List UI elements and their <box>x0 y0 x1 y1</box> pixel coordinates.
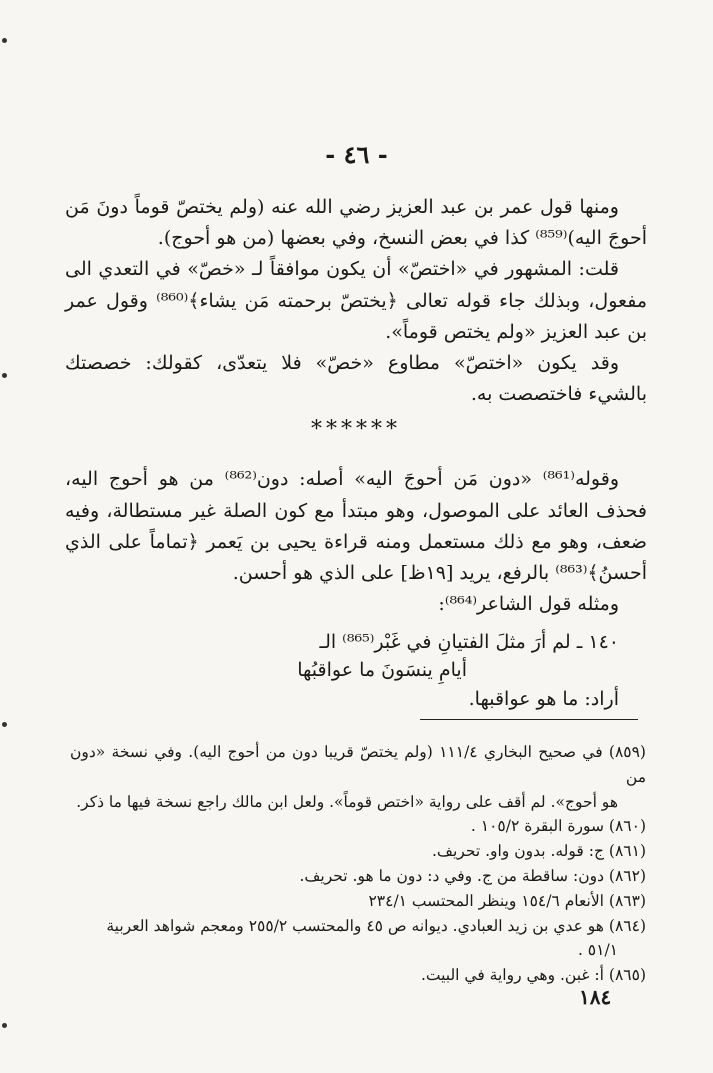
footnote-863: (٨٦٣) الأنعام ١٥٤/٦ وينظر المحتسب ٢٣٤/١ <box>368 891 646 910</box>
folio-number: ١٨٤ <box>579 985 612 1009</box>
paragraph-5: ومثله قول الشاعر⁽⁸⁶⁴⁾: <box>438 593 619 616</box>
binding-mark <box>2 373 7 378</box>
footnote-864: (٨٦٤) هو عدي بن زيد العبادي. ديوانه ص ٤٥ والمحتسب ٢٥٥/٢ ومعجم شواهد العربية ٥١/١ . <box>106 916 646 960</box>
footnote-859: (٨٥٩) في صحيح البخاري ١١١/٤ (ولم يختصّ قريبا دون من أحوج اليه). وفي نسخة «دون من هو أحوج». لم أقف على رواية «اختص قوماً». ولعل ابن مالك راجع نسخة فيها ما ذكر. <box>70 743 646 811</box>
paragraph-6: أراد: ما هو عواقبها. <box>468 688 619 711</box>
paragraph-2: قلت: المشهور في «اختصّ» أن يكون موافقاً لـ «خصّ» في التعدي الى مفعول، وبذلك جاء قوله تعالى ﴿يختصّ برحمته مَن يشاء﴾⁽⁸⁶⁰⁾ وقول عمر بن عبد العزيز «ولم يختص قوماً». <box>65 258 647 343</box>
binding-mark <box>2 722 7 727</box>
binding-mark <box>2 1023 7 1028</box>
verse-line-2: أيامِ ينسَونَ ما عواقبُها <box>297 659 467 682</box>
footnote-865: (٨٦٥) أ: غبن. وهي رواية في البيت. <box>420 966 646 985</box>
paragraph-1: ومنها قول عمر بن عبد العزيز رضي الله عنه (ولم يختصّ قوماً دونَ مَن أحوجَ اليه)⁽⁸⁵⁹⁾ كذا في بعض النسخ، وفي بعضها (من هو أحوج). <box>65 196 647 250</box>
page-number: - ٤٦ - <box>325 140 388 169</box>
paragraph-4: وقوله⁽⁸⁶¹⁾ «دون مَن أحوجَ اليه» أصله: دون⁽⁸⁶²⁾ من هو أحوج اليه، فحذف العائد على الموصول، وهو مبتدأ مع كون الصلة غير مستطالة، وفيه ضعف، وهو مع ذلك مستعمل ومنه قراءة يحيى بن يَعمر ﴿تماماً على الذي أحسنُ﴾⁽⁸⁶³⁾ بالرفع، يريد [١٩ظ] على الذي هو أحسن. <box>65 468 647 585</box>
poetry-verse <box>65 628 647 684</box>
footnotes <box>70 740 646 988</box>
section-divider: ****** <box>311 417 401 443</box>
footnote-separator <box>420 719 638 720</box>
footnote-861: (٨٦١) ج: قوله. بدون واو. تحريف. <box>431 842 646 861</box>
paragraph-3: وقد يكون «اختصّ» مطاوع «خصّ» فلا يتعدّى، كقولك: خصصتك بالشيء فاختصصت به. <box>65 352 647 406</box>
main-text <box>65 192 647 716</box>
footnote-860: (٨٦٠) سورة البقرة ١٠٥/٢ . <box>470 817 646 836</box>
footnote-862: (٨٦٢) دون: ساقطة من ج. وفي د: دون ما هو. تحريف. <box>299 866 646 885</box>
verse-line-1: ١٤٠ ـ لم أرَ مثلَ الفتيانِ في غَبْر⁽⁸⁶⁵⁾ الـ <box>319 631 619 654</box>
binding-mark <box>2 38 7 43</box>
